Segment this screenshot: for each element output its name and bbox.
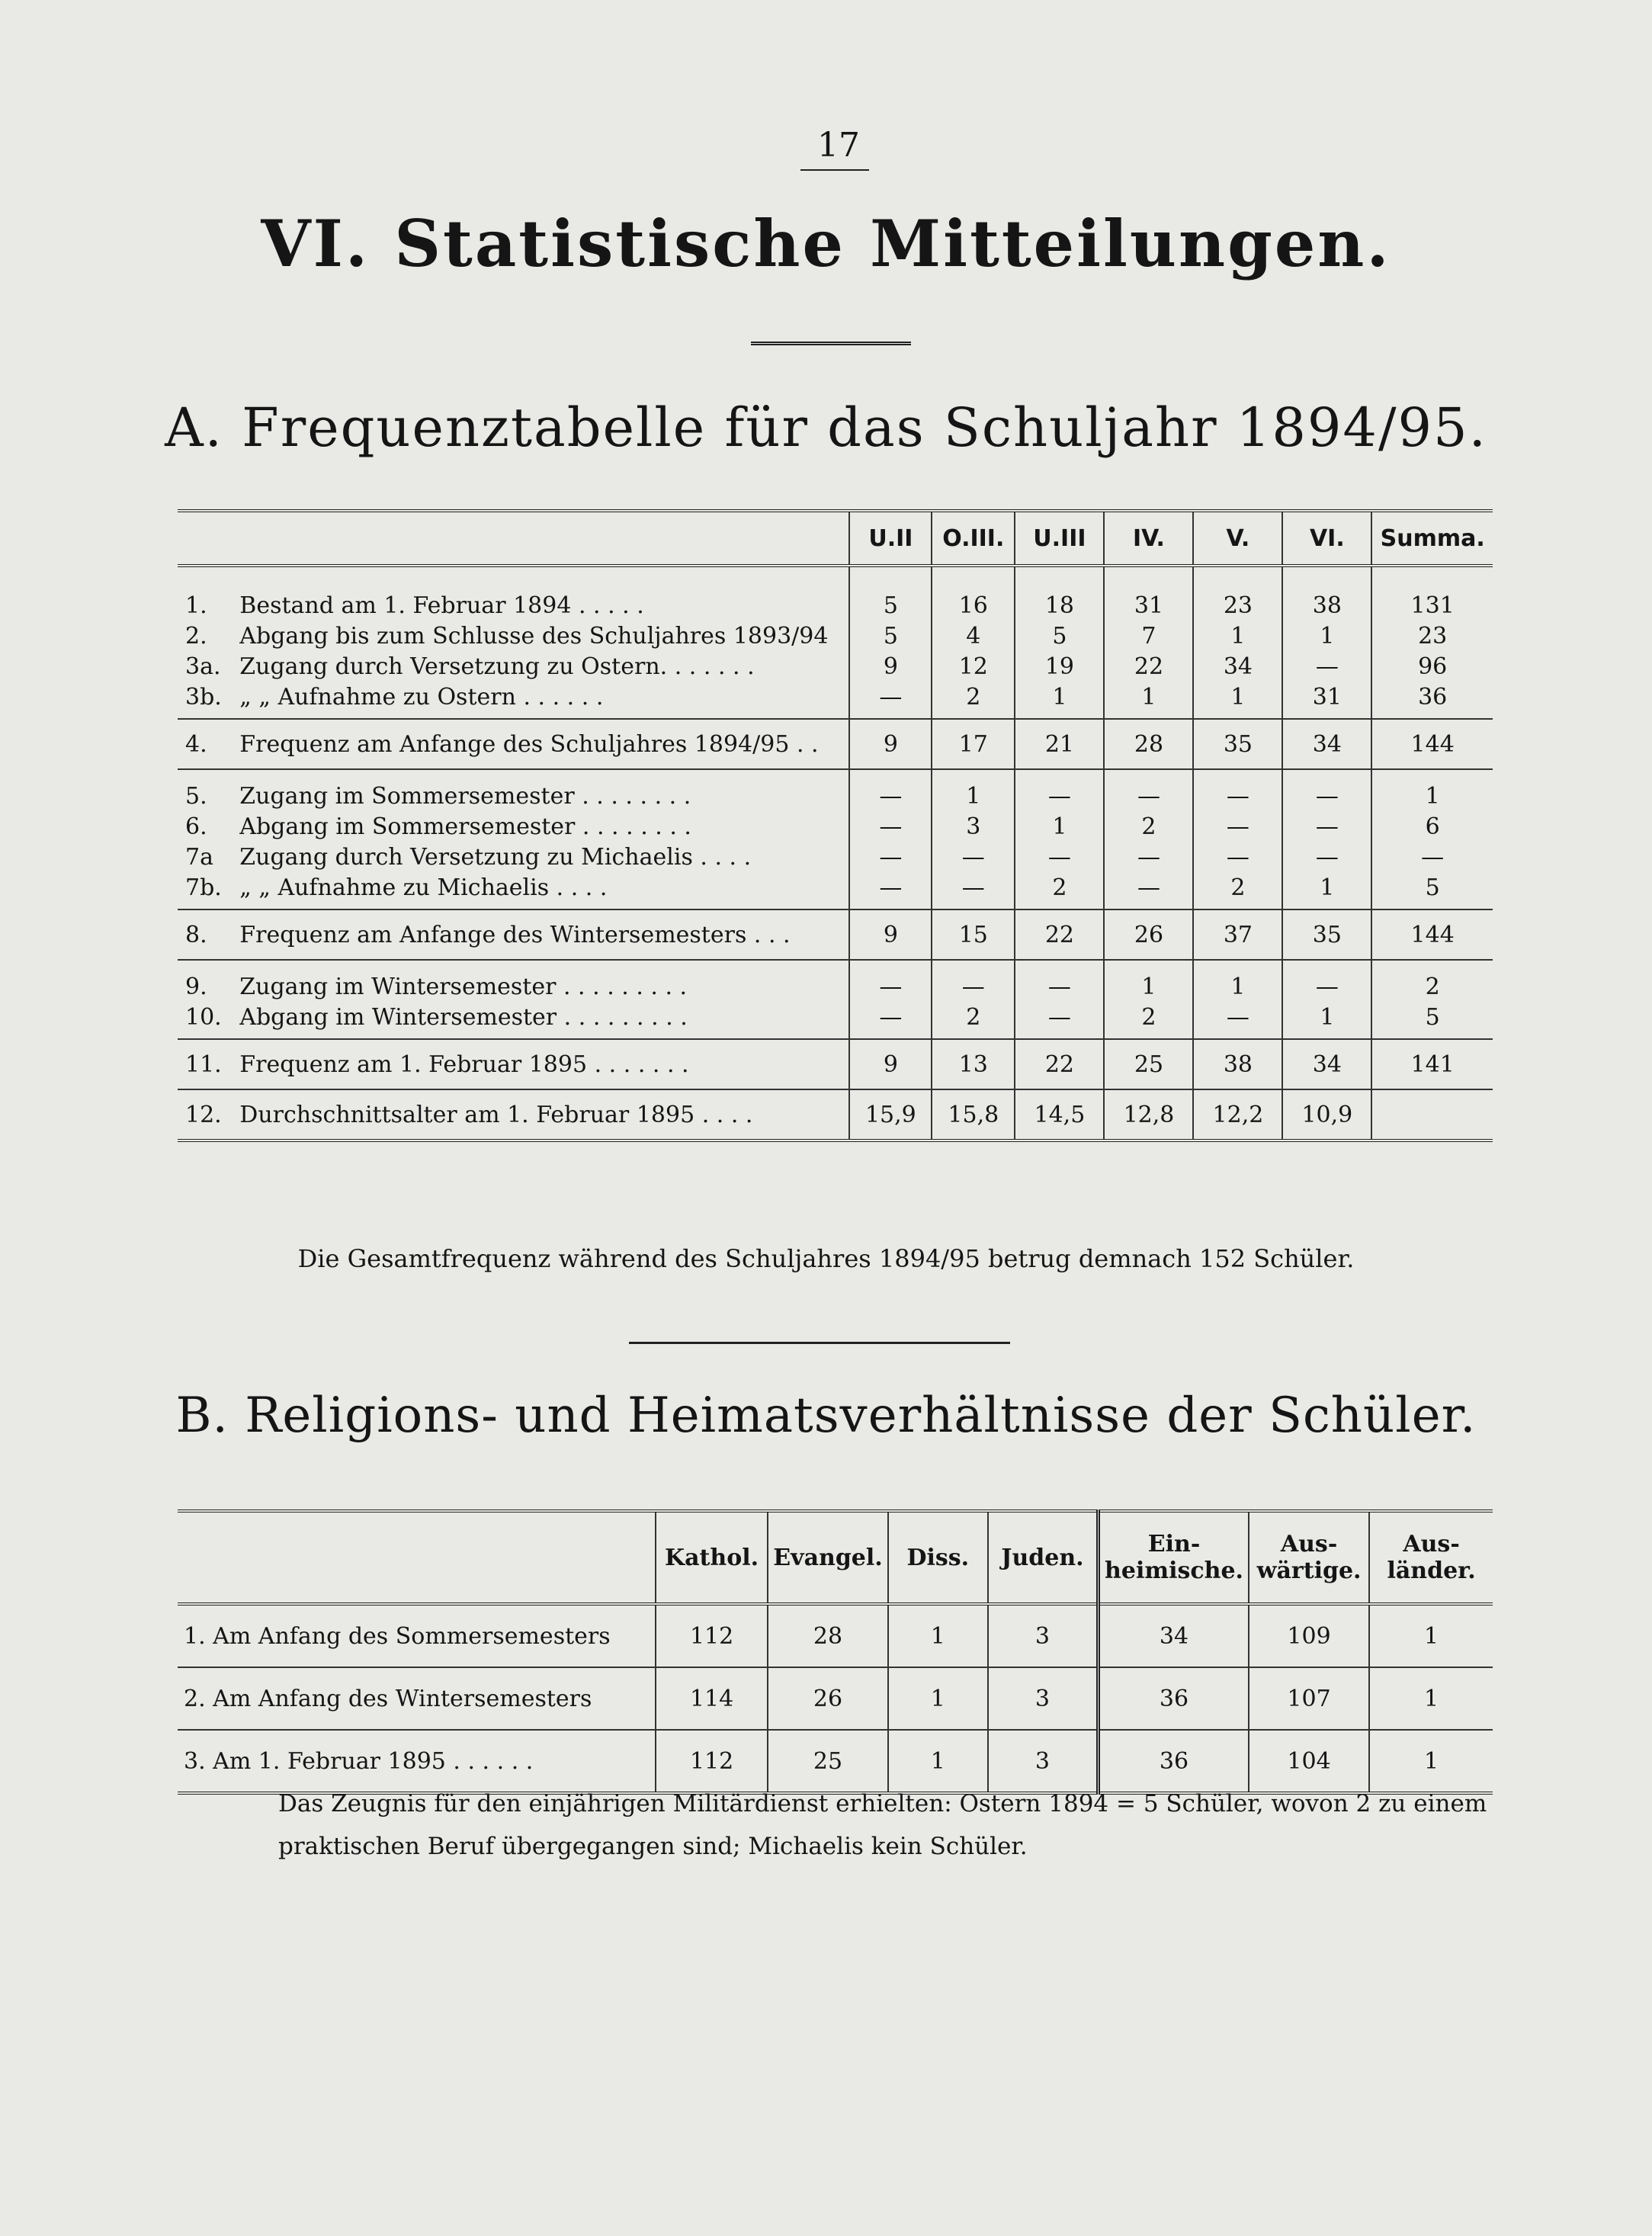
table-cell: — [1282, 811, 1371, 842]
frequency-row [178, 621, 1493, 651]
column-header: Aus-wärtige. [1249, 1511, 1369, 1604]
table-cell: 107 [1249, 1667, 1369, 1730]
column-header: Aus-länder. [1369, 1511, 1493, 1604]
frequency-row [178, 1089, 1493, 1140]
table-cell: 3 [988, 1604, 1099, 1667]
column-header: U.II [849, 511, 932, 566]
table-cell: 21 [1015, 719, 1104, 769]
table-cell: 26 [768, 1667, 887, 1730]
frequency-table-title: A. Frequenztabelle für das Schuljahr 1894/95. [165, 396, 1487, 459]
table-cell: 22 [1104, 651, 1193, 682]
table-cell: 1 [1371, 769, 1493, 811]
row-label: Zugang im Sommersemester . . . . . . . . [239, 782, 691, 810]
frequency-row [178, 769, 1493, 811]
table-cell: 1 [1369, 1730, 1493, 1793]
table-cell: 34 [1282, 1039, 1371, 1089]
frequency-row [178, 566, 1493, 621]
table-cell: — [1193, 769, 1282, 811]
table-cell: 14,5 [1015, 1089, 1104, 1140]
table-cell: — [849, 872, 932, 909]
table-cell: — [1193, 842, 1282, 872]
table-cell: — [1104, 842, 1193, 872]
section-heading: VI. Statistische Mitteilungen. [261, 206, 1391, 281]
table-cell: — [1104, 872, 1193, 909]
table-cell: 22 [1015, 1039, 1104, 1089]
military-service-note: Das Zeugnis für den einjährigen Militärdienst erhielten: Ostern 1894 = 5 Schüler, wovon 2 zu einem praktischen Beruf übergegangen sind; Michaelis kein Schüler. [278, 1790, 1487, 1860]
frequency-header-row [178, 511, 1493, 566]
table-cell: 2 [1104, 811, 1193, 842]
table-cell: 9 [849, 909, 932, 960]
table-cell: — [932, 872, 1015, 909]
page-number: 17 [817, 126, 860, 165]
table-cell: 1 [932, 769, 1015, 811]
table-cell: — [849, 960, 932, 1002]
table-cell: 96 [1371, 651, 1493, 682]
table-cell: 36 [1371, 682, 1493, 719]
row-number: 12. [178, 1089, 233, 1140]
frequency-row [178, 719, 1493, 769]
row-number: 3b. [178, 682, 233, 719]
table-cell: 131 [1371, 566, 1493, 621]
table-cell: 1 [1369, 1667, 1493, 1730]
frequency-row [178, 682, 1493, 719]
table-cell: 5 [849, 621, 932, 651]
table-cell: — [932, 842, 1015, 872]
row-number: 2. [185, 622, 207, 650]
table-cell: 1 [1282, 872, 1371, 909]
table-cell: — [849, 811, 932, 842]
table-cell: 17 [932, 719, 1015, 769]
row-label: Frequenz am 1. Februar 1895 . . . . . . . [233, 1039, 849, 1089]
table-cell: — [932, 960, 1015, 1002]
table-cell: — [849, 842, 932, 872]
table-cell: 1 [1282, 1002, 1371, 1039]
table-cell: 16 [932, 566, 1015, 621]
row-label: 3. Am 1. Februar 1895 . . . . . . [178, 1730, 656, 1793]
column-header: Ein-heimische. [1099, 1511, 1249, 1604]
table-cell: 23 [1371, 621, 1493, 651]
table-cell: 104 [1249, 1730, 1369, 1793]
column-header: Diss. [888, 1511, 988, 1604]
table-cell: 6 [1371, 811, 1493, 842]
table-cell: 9 [849, 1039, 932, 1089]
table-cell: 114 [656, 1667, 768, 1730]
table-cell: 3 [988, 1667, 1099, 1730]
row-label: 2. Am Anfang des Wintersemesters [178, 1667, 656, 1730]
table-cell: — [1282, 842, 1371, 872]
column-header: IV. [1104, 511, 1193, 566]
column-header: Evangel. [768, 1511, 887, 1604]
column-header: V. [1193, 511, 1282, 566]
row-label: Abgang im Wintersemester . . . . . . . . . [233, 1002, 849, 1039]
religion-header-row [178, 1511, 1493, 1604]
table-cell: 23 [1193, 566, 1282, 621]
table-cell: 36 [1099, 1667, 1249, 1730]
table-cell: 28 [768, 1604, 887, 1667]
table-cell: 1 [1193, 682, 1282, 719]
religion-table [178, 1509, 1493, 1795]
row-label: Zugang durch Versetzung zu Ostern. . . . . . . [239, 653, 755, 680]
table-cell: — [1193, 1002, 1282, 1039]
table-cell: 35 [1282, 909, 1371, 960]
table-cell: 19 [1015, 651, 1104, 682]
religion-table-title: B. Religions- und Heimatsverhältnisse der Schüler. [175, 1387, 1477, 1444]
row-number: 7b. [178, 872, 233, 909]
row-label: Bestand am 1. Februar 1894 . . . . . [239, 592, 644, 619]
table-cell: 2 [1104, 1002, 1193, 1039]
row-label: Frequenz am Anfange des Schuljahres 1894/95 . . [233, 719, 849, 769]
row-number: 9. [185, 973, 207, 1000]
column-header: VI. [1282, 511, 1371, 566]
frequency-row [178, 872, 1493, 909]
row-label: 1. Am Anfang des Sommersemesters [178, 1604, 656, 1667]
table-cell: 3 [988, 1730, 1099, 1793]
row-number: 5. [185, 782, 207, 810]
table-cell: 9 [849, 719, 932, 769]
table-cell: 1 [888, 1604, 988, 1667]
row-label: „ „ Aufnahme zu Michaelis . . . . [233, 872, 849, 909]
table-cell: 36 [1099, 1730, 1249, 1793]
table-cell: 1 [1369, 1604, 1493, 1667]
table-cell: 1 [1193, 960, 1282, 1002]
table-cell: 5 [1371, 1002, 1493, 1039]
row-number: 8. [178, 909, 233, 960]
row-label: „ „ Aufnahme zu Ostern . . . . . . [233, 682, 849, 719]
table-cell: 25 [1104, 1039, 1193, 1089]
table-cell: 1 [1015, 811, 1104, 842]
row-number: 6. [185, 813, 207, 840]
table-cell: — [1015, 769, 1104, 811]
row-number: 4. [178, 719, 233, 769]
section-divider [629, 1342, 1010, 1344]
table-cell: 2 [932, 1002, 1015, 1039]
table-cell: 18 [1015, 566, 1104, 621]
table-cell: 1 [1104, 682, 1193, 719]
table-cell: — [1104, 769, 1193, 811]
table-cell: — [849, 769, 932, 811]
table-cell: — [1282, 769, 1371, 811]
row-number: 11. [178, 1039, 233, 1089]
column-header: Kathol. [656, 1511, 768, 1604]
table-cell: 1 [1282, 621, 1371, 651]
table-cell: 22 [1015, 909, 1104, 960]
row-number: 7a [185, 843, 213, 871]
table-cell: 37 [1193, 909, 1282, 960]
frequency-row [178, 811, 1493, 842]
table-cell: 7 [1104, 621, 1193, 651]
table-cell: 1 [1104, 960, 1193, 1002]
religion-row [178, 1604, 1493, 1667]
table-cell [1371, 1089, 1493, 1140]
table-cell: 25 [768, 1730, 887, 1793]
table-cell: 1 [1015, 682, 1104, 719]
table-cell: 15 [932, 909, 1015, 960]
page-number-rule [800, 169, 869, 171]
table-cell: 12,8 [1104, 1089, 1193, 1140]
table-cell: 1 [888, 1667, 988, 1730]
row-label: Zugang durch Versetzung zu Michaelis . . . . [239, 843, 752, 871]
row-number: 10. [178, 1002, 233, 1039]
table-cell: 4 [932, 621, 1015, 651]
row-number: 1. [185, 592, 207, 619]
table-cell: — [1193, 811, 1282, 842]
table-cell: 5 [1015, 621, 1104, 651]
frequency-row [178, 1002, 1493, 1039]
table-cell: 5 [1371, 872, 1493, 909]
table-cell: 144 [1371, 719, 1493, 769]
table-cell: 144 [1371, 909, 1493, 960]
table-cell: — [849, 1002, 932, 1039]
frequency-row [178, 909, 1493, 960]
table-cell: 12 [932, 651, 1015, 682]
row-label: Frequenz am Anfange des Wintersemesters . . . [233, 909, 849, 960]
table-cell: 31 [1282, 682, 1371, 719]
table-cell: — [1282, 651, 1371, 682]
row-label: Abgang bis zum Schlusse des Schuljahres 1893/94 [239, 622, 829, 650]
column-header: O.III. [932, 511, 1015, 566]
table-cell: — [1015, 1002, 1104, 1039]
table-cell: 2 [1193, 872, 1282, 909]
heading-rule [751, 342, 911, 345]
table-cell: 34 [1193, 651, 1282, 682]
table-cell: 38 [1282, 566, 1371, 621]
row-label: Abgang im Sommersemester . . . . . . . . [239, 813, 691, 840]
row-number: 3a. [185, 653, 221, 680]
table-cell: 12,2 [1193, 1089, 1282, 1140]
table-cell: — [849, 682, 932, 719]
table-cell: — [1015, 842, 1104, 872]
table-cell: 31 [1104, 566, 1193, 621]
table-cell: 28 [1104, 719, 1193, 769]
total-frequency-note: Die Gesamtfrequenz während des Schuljahres 1894/95 betrug demnach 152 Schüler. [297, 1244, 1355, 1273]
table-cell: 15,8 [932, 1089, 1015, 1140]
table-cell: 2 [932, 682, 1015, 719]
table-cell: 141 [1371, 1039, 1493, 1089]
table-cell: 109 [1249, 1604, 1369, 1667]
frequency-row [178, 651, 1493, 682]
frequency-row [178, 1039, 1493, 1089]
table-cell: — [1371, 842, 1493, 872]
table-cell: 1 [888, 1730, 988, 1793]
table-cell: 2 [1015, 872, 1104, 909]
religion-row [178, 1667, 1493, 1730]
table-cell: 10,9 [1282, 1089, 1371, 1140]
table-cell: 34 [1099, 1604, 1249, 1667]
table-cell: 1 [1193, 621, 1282, 651]
table-cell: 3 [932, 811, 1015, 842]
row-label: Durchschnittsalter am 1. Februar 1895 . . . . [233, 1089, 849, 1140]
table-cell: 5 [849, 566, 932, 621]
table-cell: 13 [932, 1039, 1015, 1089]
column-header: Juden. [988, 1511, 1099, 1604]
table-cell: 34 [1282, 719, 1371, 769]
table-cell: — [1282, 960, 1371, 1002]
table-cell: 2 [1371, 960, 1493, 1002]
column-header: U.III [1015, 511, 1104, 566]
row-label: Zugang im Wintersemester . . . . . . . . . [239, 973, 688, 1000]
table-cell: 15,9 [849, 1089, 932, 1140]
frequency-row [178, 960, 1493, 1002]
frequency-row [178, 842, 1493, 872]
table-cell: 112 [656, 1604, 768, 1667]
table-cell: 9 [849, 651, 932, 682]
table-cell: 35 [1193, 719, 1282, 769]
table-cell: — [1015, 960, 1104, 1002]
frequency-table [178, 509, 1493, 1142]
table-cell: 38 [1193, 1039, 1282, 1089]
table-cell: 26 [1104, 909, 1193, 960]
table-cell: 112 [656, 1730, 768, 1793]
column-header: Summa. [1371, 511, 1493, 566]
